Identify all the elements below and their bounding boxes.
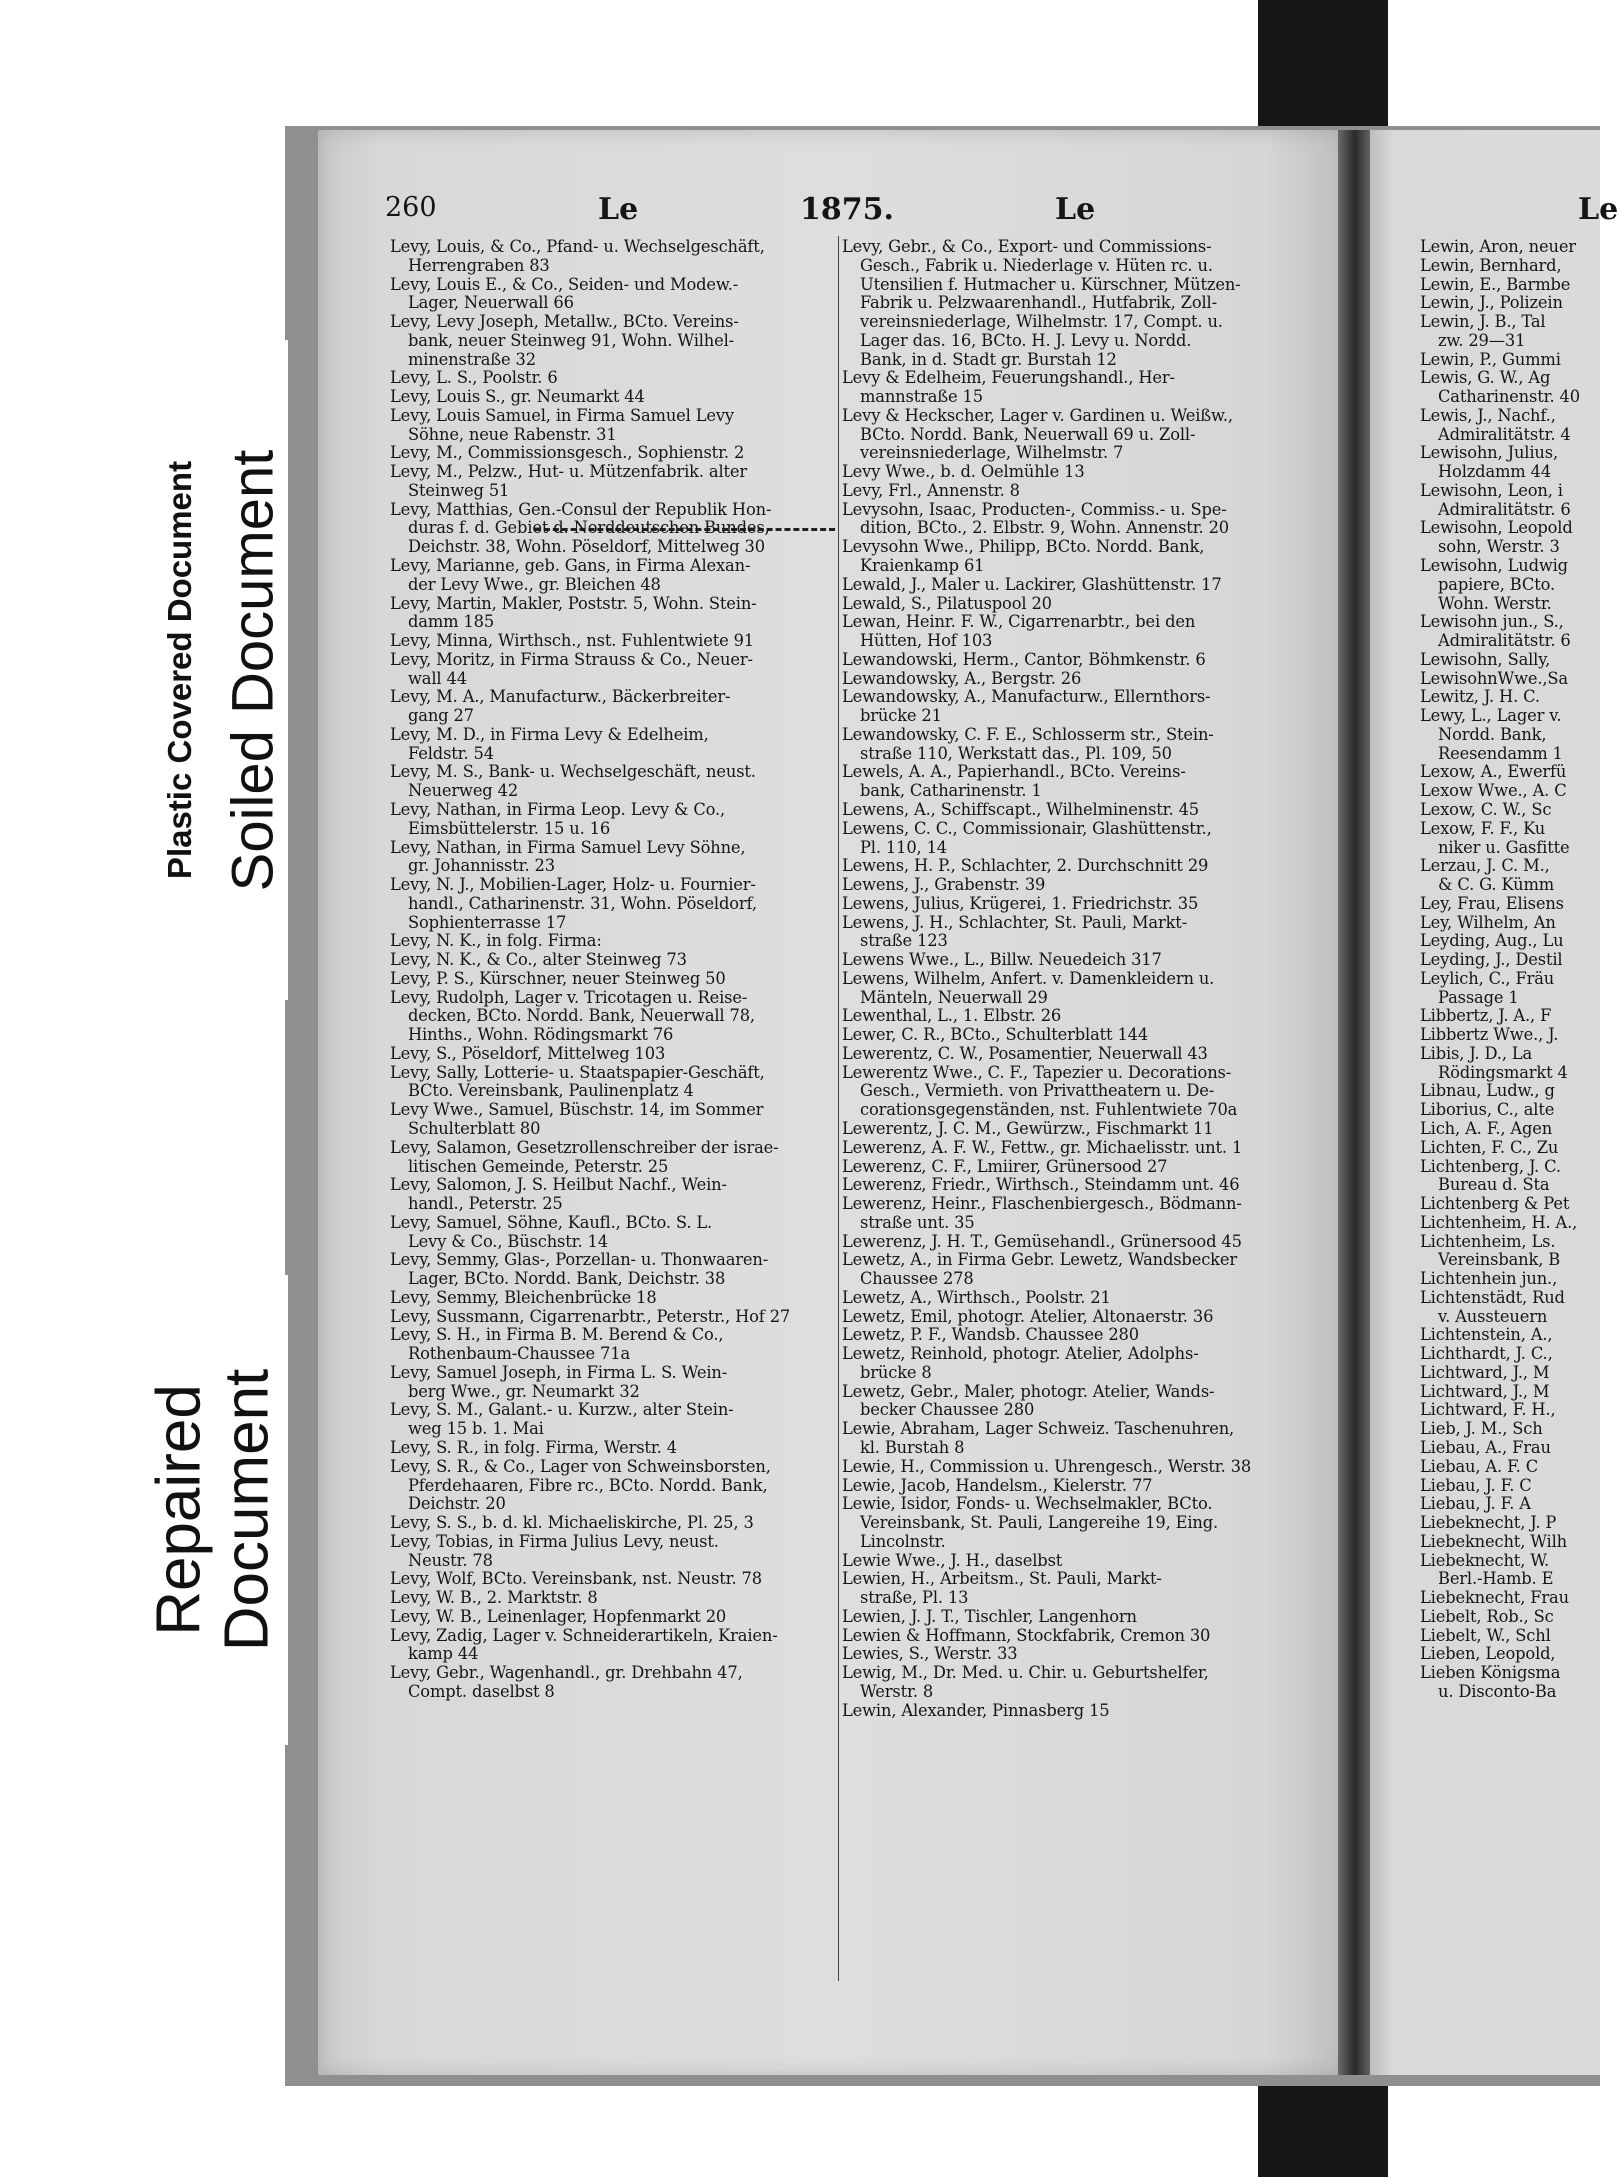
directory-entry-line: Deichstr. 20 (408, 1494, 506, 1514)
directory-entry-line: Levy, Zadig, Lager v. Schneiderartikeln, Kraien- (390, 1625, 778, 1645)
directory-entry-line: kamp 44 (408, 1644, 479, 1664)
directory-entry-line: Lewin, J. B., Tal (1420, 312, 1546, 332)
directory-entry-line: Lewenthal, L., 1. Elbstr. 26 (842, 1006, 1062, 1026)
directory-entry-line: Lewie Wwe., J. H., daselbst (842, 1550, 1063, 1570)
directory-column-1 (390, 238, 840, 1702)
directory-entry-line: Levy, Minna, Wirthsch., nst. Fuhlentwiete 91 (390, 631, 755, 651)
directory-entry-line: Vereinsbank, St. Pauli, Langereihe 19, Eing. (860, 1513, 1219, 1533)
directory-entry-line: Liebeknecht, J. P (1420, 1513, 1557, 1533)
directory-entry-line: gang 27 (408, 706, 474, 726)
directory-entry-line: Vereinsbank, B (1438, 1250, 1561, 1270)
directory-entry-line: BCto. Vereinsbank, Paulinenplatz 4 (408, 1081, 694, 1101)
directory-entry-line: litischen Gemeinde, Peterstr. 25 (408, 1156, 669, 1176)
directory-entry-line: Lichtenstein, A., (1420, 1325, 1553, 1345)
directory-entry-line: Lewens, A., Schiffscapt., Wilhelminenstr. 45 (842, 799, 1199, 819)
directory-entry-line: Lager, BCto. Nordd. Bank, Deichstr. 38 (408, 1269, 726, 1289)
directory-entry-line: Kraienkamp 61 (860, 556, 985, 576)
directory-entry-line: Lewerentz, J. C. M., Gewürzw., Fischmarkt 11 (842, 1118, 1214, 1138)
directory-entry-line: Lewerentz Wwe., C. F., Tapezier u. Decorations- (842, 1062, 1232, 1082)
directory-entry-line: straße 110, Werkstatt das., Pl. 109, 50 (860, 743, 1172, 763)
directory-entry-line: kl. Burstah 8 (860, 1438, 965, 1457)
directory-entry-line: Levy, Semmy, Glas-, Porzellan- u. Thonwaaren- (390, 1250, 769, 1270)
label-soiled (218, 340, 288, 1000)
directory-entry-line: brücke 8 (860, 1362, 932, 1382)
directory-entry-line: Liebelt, Rob., Sc (1420, 1606, 1554, 1626)
directory-entry-line: Lewerenz, C. F., Lmiirer, Grünersood 27 (842, 1156, 1168, 1176)
directory-entry-line: Levy, N. K., & Co., alter Steinweg 73 (390, 950, 687, 970)
directory-entry-line: Lewien, H., Arbeitsm., St. Pauli, Markt- (842, 1569, 1162, 1589)
directory-entry-line: Lewerenz, A. F. W., Fettw., gr. Michaelisstr. unt. 1 (842, 1137, 1243, 1157)
directory-entry-line: Lewer, C. R., BCto., Schulterblatt 144 (842, 1025, 1149, 1045)
directory-entry-line: Neustr. 78 (408, 1550, 493, 1570)
directory-entry-line: Lichthardt, J. C., (1420, 1344, 1553, 1364)
directory-entry-line: damm 185 (408, 612, 495, 632)
directory-entry-line: Libis, J. D., La (1420, 1043, 1533, 1063)
directory-entry-line: Levy, P. S., Kürschner, neuer Steinweg 50 (390, 968, 726, 988)
directory-entry-line: Holzdamm 44 (1438, 462, 1552, 482)
directory-entry-line: Ley, Frau, Elisens (1420, 893, 1564, 913)
directory-entry-line: Lewisohn, Ludwig (1420, 556, 1568, 576)
directory-entry-line: Lincolnstr. (860, 1531, 946, 1551)
directory-entry-line: Lichtenheim, Ls. (1420, 1231, 1556, 1251)
directory-entry-line: Liebau, J. F. C (1420, 1475, 1532, 1495)
directory-entry-line: Fabrik u. Pelzwaarenhandl., Hutfabrik, Zoll- (860, 293, 1217, 313)
scanner-strip-bottom (1258, 2085, 1388, 2177)
directory-entry-line: wall 44 (408, 668, 467, 688)
directory-entry-line: Levy, S., Pöseldorf, Mittelweg 103 (390, 1043, 666, 1063)
directory-entry-line: Lewandowsky, C. F. E., Schlosserm str., Stein- (842, 724, 1214, 744)
page-number: 260 (385, 192, 437, 223)
directory-entry-line: Lewetz, Emil, photogr. Atelier, Altonaerstr. 36 (842, 1306, 1214, 1326)
directory-entry-line: Lieben Königsma (1420, 1663, 1561, 1683)
directory-entry-line: Lewies, S., Werstr. 33 (842, 1644, 1018, 1664)
directory-entry-line: Levy, Wolf, BCto. Vereinsbank, nst. Neustr. 78 (390, 1569, 762, 1589)
directory-entry-line: Levy, Nathan, in Firma Samuel Levy Söhne, (390, 837, 746, 857)
directory-entry-line: Lewens, J., Grabenstr. 39 (842, 875, 1046, 895)
directory-entry-line: Nordd. Bank, (1438, 724, 1547, 744)
directory-entry-line: Lexow, A., Ewerfü (1420, 762, 1567, 782)
directory-entry-line: Lewetz, Gebr., Maler, photogr. Atelier, Wands- (842, 1381, 1215, 1401)
directory-entry-line: Lewan, Heinr. F. W., Cigarrenarbtr., bei den (842, 612, 1196, 632)
directory-entry-line: Levy, Louis, & Co., Pfand- u. Wechselgeschäft, (390, 237, 765, 256)
directory-entry-line: Schulterblatt 80 (408, 1118, 541, 1138)
directory-entry-line: Levy, Sussmann, Cigarrenarbtr., Peterstr., Hof 27 (390, 1306, 791, 1326)
directory-entry-line: bank, neuer Steinweg 91, Wohn. Wilhel- (408, 330, 735, 350)
directory-entry-line: Liebau, A., Frau (1420, 1438, 1551, 1457)
directory-entry-line: Lewien, J. J. T., Tischler, Langenhorn (842, 1606, 1137, 1626)
book-gutter (1338, 130, 1372, 2075)
directory-entry-line: Hütten, Hof 103 (860, 631, 993, 651)
directory-entry-line: Lewitz, J. H. C. (1420, 687, 1540, 707)
directory-entry-line: Levy, Louis Samuel, in Firma Samuel Levy (390, 405, 734, 425)
header-year: 1875. (800, 192, 894, 227)
directory-entry-line: Pferdehaaren, Fibre rc., BCto. Nordd. Bank, (408, 1475, 768, 1495)
directory-entry-line: Levy & Edelheim, Feuerungshandl., Her- (842, 368, 1175, 388)
directory-entry-line: Lewisohn, Leon, i (1420, 480, 1563, 500)
directory-entry-line: Lewin, Aron, neuer (1420, 237, 1576, 256)
directory-entry-line: Lichtward, F. H., (1420, 1400, 1556, 1420)
directory-entry-line: Levy, Tobias, in Firma Julius Levy, neust. (390, 1531, 719, 1551)
directory-entry-line: Lewerenz, Heinr., Flaschenbiergesch., Bödmann- (842, 1194, 1242, 1214)
directory-entry-line: Eimsbüttelerstr. 15 u. 16 (408, 818, 611, 838)
directory-entry-line: Levy, N. J., Mobilien-Lager, Holz- u. Fournier- (390, 875, 756, 895)
directory-entry-line: dition, BCto., 2. Elbstr. 9, Wohn. Annenstr. 20 (860, 518, 1230, 538)
directory-entry-line: Söhne, neue Rabenstr. 31 (408, 424, 617, 444)
directory-entry-line: Levy, Salomon, J. S. Heilbut Nachf., Wein- (390, 1175, 727, 1195)
directory-entry-line: BCto. Nordd. Bank, Neuerwall 69 u. Zoll- (860, 424, 1196, 444)
directory-entry-line: Lewens, C. C., Commissionair, Glashüttenstr., (842, 818, 1212, 838)
directory-entry-line: Sophienterrasse 17 (408, 912, 567, 932)
directory-entry-line: Levy, M. S., Bank- u. Wechselgeschäft, neust. (390, 762, 756, 782)
directory-entry-line: sohn, Werstr. 3 (1438, 537, 1560, 557)
directory-entry-line: Levy, Marianne, geb. Gans, in Firma Alexan- (390, 556, 751, 576)
directory-entry-line: Levy, Martin, Makler, Poststr. 5, Wohn. Stein- (390, 593, 757, 613)
directory-entry-line: Levy, Samuel, Söhne, Kaufl., BCto. S. L. (390, 1212, 713, 1232)
directory-entry-line: Levy, M. A., Manufacturw., Bäckerbreiter- (390, 687, 731, 707)
directory-entry-line: Bureau d. Sta (1438, 1175, 1550, 1195)
directory-entry-line: Herrengraben 83 (408, 255, 550, 275)
directory-entry-line: Levy, Matthias, Gen.-Consul der Republik Hon- (390, 499, 772, 519)
directory-entry-line: Lexow, F. F., Ku (1420, 818, 1546, 838)
directory-entry-line: straße unt. 35 (860, 1212, 975, 1232)
directory-entry-line: Chaussee 278 (860, 1269, 974, 1289)
directory-entry-line: u. Disconto-Ba (1438, 1681, 1557, 1701)
directory-entry-line: Levy, S. M., Galant.- u. Kurzw., alter Stein- (390, 1400, 734, 1420)
directory-entry-line: Catharinenstr. 40 (1438, 387, 1580, 407)
directory-entry-line: Lewisohn, Leopold (1420, 518, 1573, 538)
directory-entry-line: Reesendamm 1 (1438, 743, 1563, 763)
directory-entry-line: zw. 29—31 (1438, 330, 1526, 350)
directory-entry-line: Liebau, J. F. A (1420, 1494, 1531, 1514)
directory-entry-line: Levy, S. H., in Firma B. M. Berend & Co., (390, 1325, 724, 1345)
directory-entry-line: Lewens, J. H., Schlachter, St. Pauli, Markt- (842, 912, 1188, 932)
directory-entry-line: Levy, L. S., Poolstr. 6 (390, 368, 558, 388)
directory-entry-line: Levy, S. R., in folg. Firma, Werstr. 4 (390, 1438, 677, 1457)
directory-column-3 (1420, 238, 1600, 1702)
directory-entry-line: Lewandowsky, A., Bergstr. 26 (842, 668, 1082, 688)
directory-entry-line: Lewels, A. A., Papierhandl., BCto. Vereins- (842, 762, 1186, 782)
directory-entry-line: Neuerweg 42 (408, 781, 519, 801)
directory-entry-line: Leylich, C., Fräu (1420, 968, 1555, 988)
directory-entry-line: Libbertz, J. A., F (1420, 1006, 1552, 1026)
directory-entry-line: niker u. Gasfitte (1438, 837, 1570, 857)
directory-entry-line: Admiralitätstr. 4 (1438, 424, 1571, 444)
directory-entry-line: Liebeknecht, Frau (1420, 1588, 1569, 1608)
directory-entry-line: Lewie, Isidor, Fonds- u. Wechselmakler, BCto. (842, 1494, 1213, 1514)
label-repaired-line1: Repaired (144, 1384, 214, 1636)
directory-entry-line: Lieben, Leopold, (1420, 1644, 1556, 1664)
directory-entry-line: Levy Wwe., b. d. Oelmühle 13 (842, 462, 1085, 482)
directory-entry-line: Levy, Nathan, in Firma Leop. Levy & Co., (390, 799, 726, 819)
directory-entry-line: straße 123 (860, 931, 948, 951)
directory-entry-line: Lichtenberg & Pet (1420, 1194, 1570, 1214)
directory-entry-line: minenstraße 32 (408, 349, 536, 369)
directory-entry-line: straße, Pl. 13 (860, 1588, 969, 1608)
directory-entry-line: Lager, Neuerwall 66 (408, 293, 574, 313)
directory-entry-line: & C. G. Kümm (1438, 875, 1555, 895)
directory-entry-line: Admiralitätstr. 6 (1438, 631, 1571, 651)
directory-entry-line: Lewin, Alexander, Pinnasberg 15 (842, 1700, 1110, 1720)
directory-entry-line: Levy, Gebr., & Co., Export- und Commissions- (842, 237, 1212, 256)
header-left-abbr: Le (598, 192, 639, 227)
directory-entry-line: Deichstr. 38, Wohn. Pöseldorf, Mittelweg 30 (408, 537, 765, 557)
directory-entry-line: Levy & Co., Büschstr. 14 (408, 1231, 608, 1251)
directory-entry-line: papiere, BCto. (1438, 574, 1556, 594)
directory-entry-line: Levy, Louis S., gr. Neumarkt 44 (390, 387, 645, 407)
directory-entry-line: Levy, W. B., 2. Marktstr. 8 (390, 1588, 598, 1608)
directory-column-2 (842, 238, 1294, 1720)
directory-entry-line: Gesch., Fabrik u. Niederlage v. Hüten rc. u. (860, 255, 1213, 275)
directory-entry-line: handl., Catharinenstr. 31, Wohn. Pöseldorf, (408, 893, 757, 913)
directory-entry-line: Lewald, S., Pilatuspool 20 (842, 593, 1052, 613)
directory-entry-line: Lichtenstädt, Rud (1420, 1287, 1565, 1307)
directory-entry-line: Lewig, M., Dr. Med. u. Chir. u. Geburtshelfer, (842, 1663, 1209, 1683)
directory-entry-line: Lexow, C. W., Sc (1420, 799, 1552, 819)
directory-entry-line: Gesch., Vermieth. von Privattheatern u. De- (860, 1081, 1215, 1101)
directory-entry-line: Lewie, Abraham, Lager Schweiz. Taschenuhren, (842, 1419, 1235, 1439)
directory-entry-line: Liebau, A. F. C (1420, 1456, 1539, 1476)
directory-entry-line: Lewin, J., Polizein (1420, 293, 1563, 313)
directory-entry-line: Levy, W. B., Leinenlager, Hopfenmarkt 20 (390, 1606, 727, 1626)
directory-entry-line: Rothenbaum-Chaussee 71a (408, 1344, 631, 1364)
directory-entry-line: Lewald, J., Maler u. Lackirer, Glashüttenstr. 17 (842, 574, 1222, 594)
directory-entry-line: Lerzau, J. C. M., (1420, 856, 1550, 876)
directory-entry-line: Lewetz, P. F., Wandsb. Chaussee 280 (842, 1325, 1139, 1345)
directory-entry-line: Lewis, G. W., Ag (1420, 368, 1551, 388)
directory-entry-line: Pl. 110, 14 (860, 837, 948, 857)
directory-entry-line: Lewis, J., Nachf., (1420, 405, 1556, 425)
directory-entry-line: Levy, Rudolph, Lager v. Tricotagen u. Reise- (390, 987, 748, 1007)
directory-entry-line: Lewerenz, J. H. T., Gemüsehandl., Grünersood 45 (842, 1231, 1242, 1251)
directory-entry-line: Lieb, J. M., Sch (1420, 1419, 1543, 1439)
directory-entry-line: Liebelt, W., Schl (1420, 1625, 1551, 1645)
directory-entry-line: v. Aussteuern (1438, 1306, 1548, 1326)
directory-entry-line: Levysohn, Isaac, Producten-, Commiss.- u. Spe- (842, 499, 1227, 519)
directory-entry-line: Utensilien f. Hutmacher u. Kürschner, Mützen- (860, 274, 1241, 294)
directory-entry-line: Passage 1 (1438, 987, 1519, 1007)
directory-entry-line: Lewie, Jacob, Handelsm., Kielerstr. 77 (842, 1475, 1153, 1495)
directory-entry-line: Lewie, H., Commission u. Uhrengesch., Werstr. 38 (842, 1456, 1252, 1476)
label-plastic-covered (140, 340, 220, 1000)
label-repaired (138, 1275, 288, 1745)
directory-entry-line: Lewetz, A., in Firma Gebr. Lewetz, Wandsbecker (842, 1250, 1237, 1270)
directory-entry-line: LewisohnWwe.,Sa (1420, 668, 1568, 688)
directory-entry-line: Lager das. 16, BCto. H. J. Levy u. Nordd. (860, 330, 1192, 350)
label-repaired-line2: Document (212, 1368, 282, 1652)
directory-entry-line: gr. Johannisstr. 23 (408, 856, 555, 876)
directory-entry-line: Levy, Salamon, Gesetzrollenschreiber der israe- (390, 1137, 779, 1157)
directory-entry-line: Levy, M. D., in Firma Levy & Edelheim, (390, 724, 709, 744)
label-soiled-text: Soiled Document (220, 449, 286, 891)
directory-entry-line: Ley, Wilhelm, An (1420, 912, 1556, 932)
directory-entry-line: Steinweg 51 (408, 480, 510, 500)
directory-entry-line: Lewy, L., Lager v. (1420, 706, 1562, 726)
directory-entry-line: bank, Catharinenstr. 1 (860, 781, 1042, 801)
directory-entry-line: Lewin, Bernhard, (1420, 255, 1562, 275)
directory-entry-line: Levy, Samuel Joseph, in Firma L. S. Wein- (390, 1362, 728, 1382)
directory-entry-line: Lewin, P., Gummi (1420, 349, 1561, 369)
directory-entry-line: Feldstr. 54 (408, 743, 494, 763)
directory-entry-line: Lewens Wwe., L., Billw. Neuedeich 317 (842, 950, 1162, 970)
directory-entry-line: Levy Wwe., Samuel, Büschstr. 14, im Sommer (390, 1100, 764, 1120)
directory-entry-line: Lichtenhein jun., (1420, 1269, 1558, 1289)
directory-entry-line: Lewisohn, Sally, (1420, 649, 1551, 669)
directory-entry-line: Lewisohn jun., S., (1420, 612, 1564, 632)
directory-entry-line: Levy, Semmy, Bleichenbrücke 18 (390, 1287, 657, 1307)
directory-entry-line: duras f. d. Gebiet d. Norddeutschen Bundes, (408, 518, 770, 538)
directory-entry-line: Hinths., Wohn. Rödingsmarkt 76 (408, 1025, 674, 1045)
directory-entry-line: Admiralitätstr. 6 (1438, 499, 1571, 519)
directory-entry-line: Lewens, H. P., Schlachter, 2. Durchschnitt 29 (842, 856, 1209, 876)
directory-entry-line: Levy, M., Commissionsgesch., Sophienstr. 2 (390, 443, 745, 463)
directory-entry-line: Levy, Moritz, in Firma Strauss & Co., Neuer- (390, 649, 753, 669)
directory-entry-line: Lichtenheim, H. A., (1420, 1212, 1578, 1232)
directory-entry-line: Lichtenberg, J. C. (1420, 1156, 1561, 1176)
directory-entry-line: Lexow Wwe., A. C (1420, 781, 1567, 801)
directory-entry-line: Lewerenz, Friedr., Wirthsch., Steindamm unt. 46 (842, 1175, 1240, 1195)
directory-entry-line: Levy, M., Pelzw., Hut- u. Mützenfabrik. alter (390, 462, 748, 482)
directory-entry-line: Levy, N. K., in folg. Firma: (390, 931, 602, 951)
directory-entry-line: Lewetz, Reinhold, photogr. Atelier, Adolphs- (842, 1344, 1199, 1364)
directory-entry-line: vereinsniederlage, Wilhelmstr. 17, Compt. u. (860, 312, 1223, 332)
directory-entry-line: Levy, Gebr., Wagenhandl., gr. Drehbahn 47, (390, 1663, 743, 1683)
directory-entry-line: Werstr. 8 (860, 1681, 934, 1701)
directory-entry-line: Levysohn Wwe., Philipp, BCto. Nordd. Bank, (842, 537, 1205, 557)
directory-entry-line: Levy, Louis E., & Co., Seiden- und Modew.- (390, 274, 739, 294)
directory-entry-line: Lewandowski, Herm., Cantor, Böhmkenstr. 6 (842, 649, 1206, 669)
directory-entry-line: becker Chaussee 280 (860, 1400, 1035, 1420)
directory-entry-line: Lichten, F. C., Zu (1420, 1137, 1559, 1157)
directory-entry-line: Levy, Levy Joseph, Metallw., BCto. Vereins- (390, 312, 739, 332)
directory-entry-line: Levy, Frl., Annenstr. 8 (842, 480, 1020, 500)
directory-entry-line: Levy & Heckscher, Lager v. Gardinen u. Weißw., (842, 405, 1233, 425)
directory-entry-line: corationsgegenständen, nst. Fuhlentwiete 70a (860, 1100, 1238, 1120)
directory-entry-line: Lich, A. F., Agen (1420, 1118, 1553, 1138)
directory-entry-line: weg 15 b. 1. Mai (408, 1419, 544, 1439)
directory-entry-line: handl., Peterstr. 25 (408, 1194, 563, 1214)
directory-entry-line: Levy, S. R., & Co., Lager von Schweinsborsten, (390, 1456, 771, 1476)
label-plastic-text: Plastic Covered Document (161, 460, 198, 880)
directory-entry-line: Liebeknecht, Wilh (1420, 1531, 1567, 1551)
directory-entry-line: vereinsniederlage, Wilhelmstr. 7 (860, 443, 1124, 463)
directory-entry-line: Compt. daselbst 8 (408, 1681, 555, 1701)
directory-entry-line: Lewien & Hoffmann, Stockfabrik, Cremon 30 (842, 1625, 1211, 1645)
directory-entry-line: Lewisohn, Julius, (1420, 443, 1558, 463)
header-far-right-abbr: Le (1578, 192, 1618, 227)
directory-entry-line: Lewens, Wilhelm, Anfert. v. Damenkleidern u. (842, 968, 1215, 988)
directory-entry-line: Lewandowsky, A., Manufacturw., Ellernthors- (842, 687, 1211, 707)
directory-entry-line: Wohn. Werstr. (1438, 593, 1552, 613)
directory-entry-line: brücke 21 (860, 706, 942, 726)
directory-entry-line: decken, BCto. Nordd. Bank, Neuerwall 78, (408, 1006, 755, 1026)
directory-entry-line: Leyding, J., Destil (1420, 950, 1563, 970)
directory-entry-line: Liborius, C., alte (1420, 1100, 1555, 1120)
directory-entry-line: Leyding, Aug., Lu (1420, 931, 1564, 951)
directory-entry-line: Bank, in d. Stadt gr. Burstah 12 (860, 349, 1117, 369)
directory-entry-line: Lewens, Julius, Krügerei, 1. Friedrichstr. 35 (842, 893, 1199, 913)
directory-entry-line: Libnau, Ludw., g (1420, 1081, 1555, 1101)
directory-entry-line: mannstraße 15 (860, 387, 983, 407)
directory-entry-line: Liebeknecht, W. (1420, 1550, 1550, 1570)
directory-entry-line: Lewin, E., Barmbe (1420, 274, 1571, 294)
directory-entry-line: Levy, Sally, Lotterie- u. Staatspapier-Geschäft, (390, 1062, 765, 1082)
directory-entry-line: Lewetz, A., Wirthsch., Poolstr. 21 (842, 1287, 1111, 1307)
directory-entry-line: Rödingsmarkt 4 (1438, 1062, 1568, 1082)
directory-entry-line: Libbertz Wwe., J. (1420, 1025, 1559, 1045)
directory-entry-line: der Levy Wwe., gr. Bleichen 48 (408, 574, 661, 594)
directory-entry-line: Lichtward, J., M (1420, 1362, 1550, 1382)
directory-entry-line: berg Wwe., gr. Neumarkt 32 (408, 1381, 640, 1401)
directory-entry-line: Mänteln, Neuerwall 29 (860, 987, 1048, 1007)
directory-entry-line: Berl.-Hamb. E (1438, 1569, 1554, 1589)
header-right-abbr: Le (1055, 192, 1096, 227)
directory-entry-line: Lewerentz, C. W., Posamentier, Neuerwall 43 (842, 1043, 1208, 1063)
directory-entry-line: Levy, S. S., b. d. kl. Michaeliskirche, Pl. 25, 3 (390, 1513, 754, 1533)
directory-entry-line: Lichtward, J., M (1420, 1381, 1550, 1401)
